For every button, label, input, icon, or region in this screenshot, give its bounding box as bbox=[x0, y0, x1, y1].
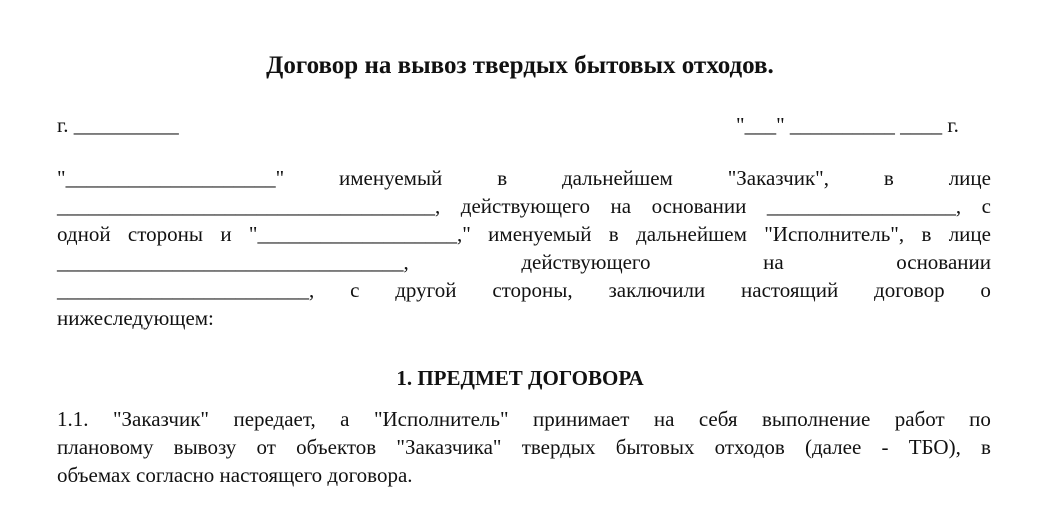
word: ________________________, bbox=[57, 278, 315, 302]
word: договор bbox=[874, 278, 945, 302]
word: в bbox=[608, 222, 619, 246]
preamble-line-5 bbox=[57, 276, 991, 304]
word: с bbox=[350, 278, 360, 302]
word: именуемый bbox=[339, 166, 443, 190]
word: стороны, bbox=[492, 278, 573, 302]
word: твердых bbox=[521, 435, 596, 459]
word: с bbox=[981, 194, 991, 218]
section-heading: 1. ПРЕДМЕТ ДОГОВОРА bbox=[396, 366, 644, 390]
word: себя bbox=[698, 407, 738, 431]
word: действующего bbox=[460, 194, 590, 218]
word: "____________________" bbox=[57, 166, 285, 190]
preamble-line-4 bbox=[57, 248, 991, 276]
word: 1.1. bbox=[57, 407, 89, 431]
word: лице bbox=[948, 222, 991, 246]
word: "___________________," bbox=[248, 222, 471, 246]
word: работ bbox=[894, 407, 945, 431]
word: плановому bbox=[57, 435, 154, 459]
document-title: Договор на вывоз твердых бытовых отходов. bbox=[266, 52, 774, 79]
word: на bbox=[653, 407, 675, 431]
date-line: "___" __________ ____ г. bbox=[736, 113, 959, 137]
word: передает, bbox=[233, 407, 316, 431]
word: - bbox=[881, 435, 889, 459]
city-line: г. __________ bbox=[57, 113, 179, 137]
word: "Заказчика" bbox=[396, 435, 502, 459]
word: в bbox=[921, 222, 932, 246]
word: другой bbox=[395, 278, 457, 302]
word: и bbox=[220, 222, 232, 246]
word: (далее bbox=[804, 435, 862, 459]
word: на bbox=[610, 194, 632, 218]
preamble-line-2 bbox=[57, 192, 991, 220]
paragraph-line-1 bbox=[57, 405, 991, 433]
word: отходов bbox=[714, 435, 785, 459]
word: настоящий bbox=[741, 278, 839, 302]
preamble-line-3 bbox=[57, 220, 991, 248]
word: одной bbox=[57, 222, 111, 246]
word: __________________, bbox=[766, 194, 962, 218]
word: а bbox=[340, 407, 350, 431]
word: объектов bbox=[296, 435, 377, 459]
word: "Исполнитель" bbox=[373, 407, 509, 431]
word: действующего bbox=[521, 250, 651, 274]
word: заключили bbox=[608, 278, 706, 302]
preamble-line-6: нижеследующем: bbox=[57, 306, 214, 330]
word: ____________________________________, bbox=[57, 194, 441, 218]
word: основании bbox=[651, 194, 747, 218]
word: в bbox=[497, 166, 508, 190]
word: дальнейшем bbox=[561, 166, 673, 190]
word: по bbox=[969, 407, 991, 431]
preamble-line-1 bbox=[57, 164, 991, 192]
word: _________________________________, bbox=[57, 250, 409, 274]
word: стороны bbox=[127, 222, 203, 246]
paragraph-line-3: объемах согласно настоящего договора. bbox=[57, 463, 413, 487]
word: от bbox=[256, 435, 276, 459]
word: основании bbox=[896, 250, 991, 274]
word: ТБО), bbox=[908, 435, 961, 459]
word: дальнейшем bbox=[636, 222, 747, 246]
word: "Исполнитель", bbox=[764, 222, 905, 246]
word: в bbox=[981, 435, 991, 459]
word: вывозу bbox=[173, 435, 237, 459]
word: бытовых bbox=[615, 435, 695, 459]
word: лице bbox=[948, 166, 991, 190]
word: в bbox=[883, 166, 894, 190]
word: "Заказчик" bbox=[112, 407, 210, 431]
word: "Заказчик", bbox=[727, 166, 830, 190]
paragraph-line-2 bbox=[57, 433, 991, 461]
word: о bbox=[980, 278, 991, 302]
word: на bbox=[763, 250, 784, 274]
word: выполнение bbox=[762, 407, 871, 431]
word: именуемый bbox=[488, 222, 592, 246]
word: принимает bbox=[532, 407, 630, 431]
